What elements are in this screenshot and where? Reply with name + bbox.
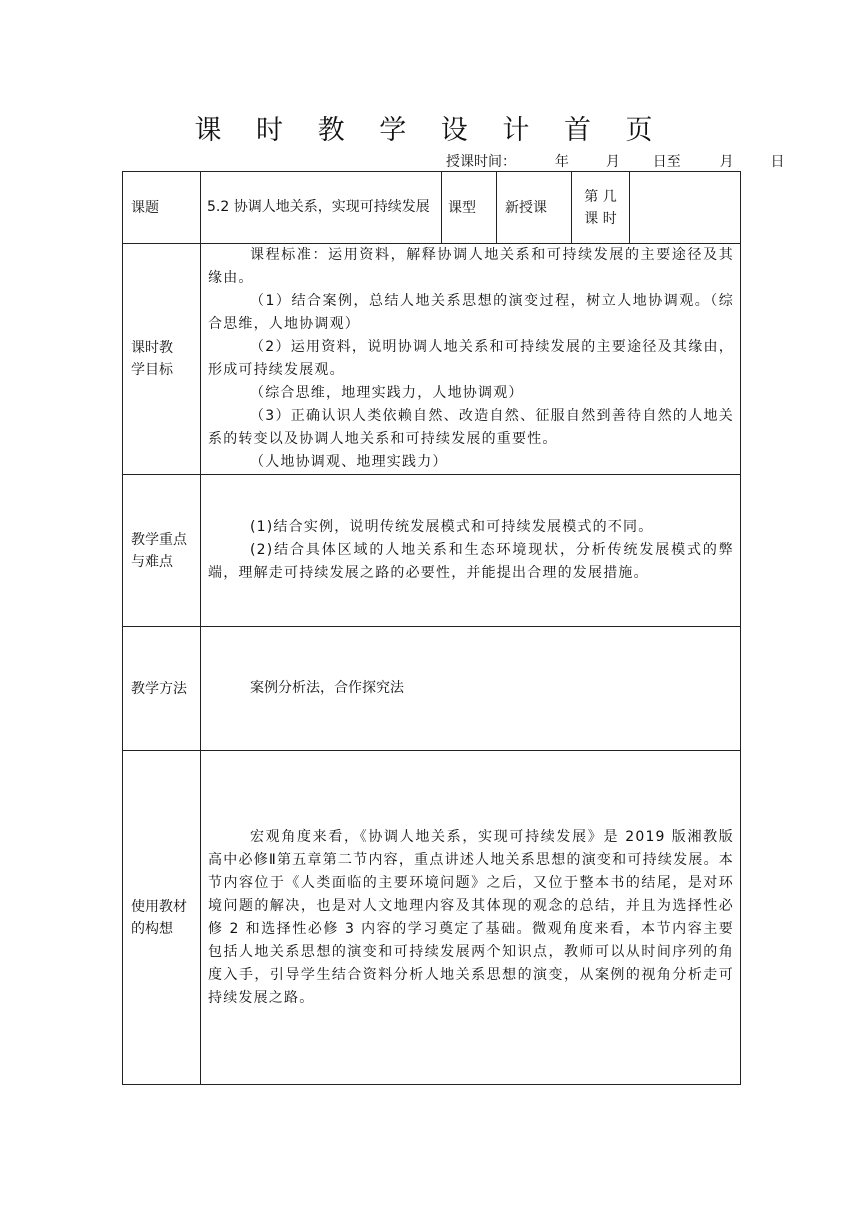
objectives-label-line-1: 课时教 (131, 340, 173, 356)
objective-3: （3）正确认识人类依赖自然、改造自然、征服自然到善待自然的人地关系的转变以及协调人地关系和可持续发展的重要性。 (208, 408, 734, 447)
textbook-content (201, 751, 741, 1085)
topic-value: 5.2 协调人地关系，实现可持续发展 (201, 172, 442, 244)
key-points-label (123, 475, 201, 627)
date-year: 年 (554, 154, 569, 170)
textbook-label-line-2: 的构想 (131, 920, 173, 937)
key-point-1: (1)结合实例，说明传统发展模式和可持续发展模式的不同。 (250, 519, 654, 535)
period-label-line-1: 第 几 (584, 188, 617, 205)
method-row (123, 627, 741, 751)
objectives-content (201, 244, 741, 475)
objective-2: （2）运用资料，说明协调人地关系和可持续发展的主要途径及其缘由，形成可持续发展观。 (208, 339, 734, 378)
period-label (572, 172, 630, 244)
lesson-plan-table (122, 171, 741, 1085)
textbook-row (123, 751, 741, 1085)
period-label-line-2: 课 时 (584, 210, 617, 227)
objectives-label-line-2: 学目标 (131, 362, 173, 378)
page-title: 课 时 教 学 设 计 首 页 (194, 115, 666, 146)
objectives-row (123, 244, 741, 475)
key-point-2: (2)结合具体区域的人地关系和生态环境现状，分析传统发展模式的弊端，理解走可持续发展之路的必要性，并能提出合理的发展措施。 (208, 542, 734, 581)
objective-3-literacy: （人地协调观、地理实践力） (250, 454, 448, 470)
key-points-row (123, 475, 741, 627)
textbook-label (123, 751, 201, 1085)
topic-row (123, 172, 741, 244)
objectives-standard: 课程标准：运用资料，解释协调人地关系和可持续发展的主要途径及其缘由。 (208, 247, 734, 286)
textbook-label-line-1: 使用教材 (131, 898, 187, 915)
type-label: 课型 (442, 172, 497, 244)
objective-2-literacy: （综合思维，地理实践力，人地协调观） (250, 385, 524, 401)
date-month-2: 月 (719, 154, 734, 170)
topic-label: 课题 (123, 172, 201, 244)
key-points-content (201, 475, 741, 627)
method-label: 教学方法 (123, 627, 201, 751)
objective-1: （1）结合案例，总结人地关系思想的演变过程，树立人地协调观。（综合思维，人地协调观） (208, 293, 734, 332)
period-value (630, 172, 741, 244)
date-day-2: 日 (770, 154, 785, 170)
objectives-label (123, 244, 201, 475)
method-content (201, 627, 741, 751)
key-points-label-line-2: 与难点 (131, 553, 173, 570)
type-value: 新授课 (497, 172, 572, 244)
date-label: 授课时间： (446, 154, 516, 170)
textbook-paragraph: 宏观角度来看，《协调人地关系，实现可持续发展》是 2019 版湘教版高中必修Ⅱ第五章第二节内容，重点讲述人地关系思想的演变和可持续发展。本节内容位于《人类面临的主要环境问题》之后，又位于整本书的结尾，是对环境问题的解决，也是对人文地理内容及其体现的观念的总结，并且为选择性必修 2 和选择性必修 3 内容的学习奠定了基础。微观角度来看，本节内容主要包括人地关系思想的演变和可持续发展两个知识点，教师可以从时间序列的角度入手，引导学生结合资料分析人地关系思想的演变，从案例的视角分析走可持续发展之路。 (208, 828, 734, 1006)
date-month: 月 (605, 154, 620, 170)
date-day-to: 日至 (652, 154, 681, 170)
lesson-date-line (446, 151, 785, 171)
method-value: 案例分析法，合作探究法 (250, 680, 404, 696)
key-points-label-line-1: 教学重点 (131, 531, 187, 548)
